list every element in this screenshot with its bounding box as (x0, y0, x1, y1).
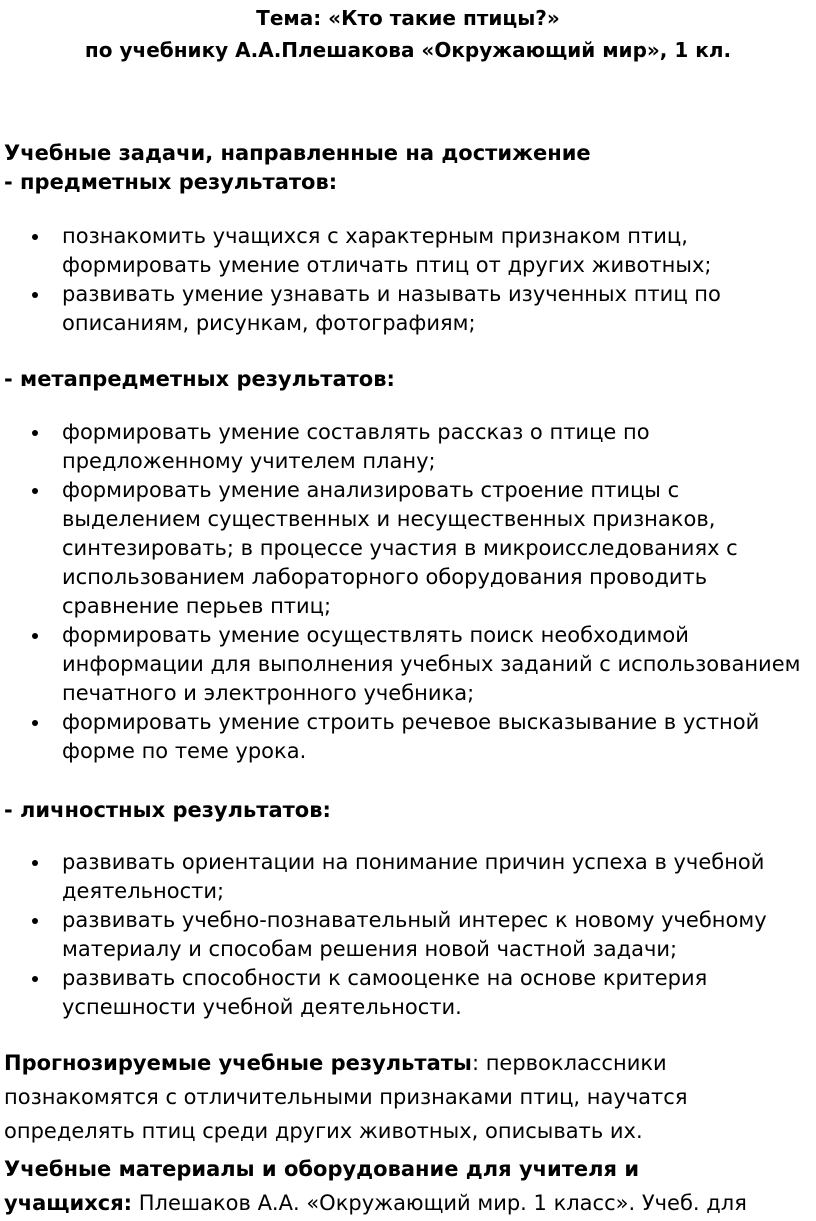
materials-line-1 (4, 1152, 747, 1186)
list-item-line: развивать способности к самооценке на основе критерия (62, 966, 708, 990)
list-item-line: предложенному учителем плану; (62, 449, 436, 473)
outcomes-text-1: : первоклассники (471, 1051, 667, 1075)
list-item-line: развивать учебно-познавательный интерес к новому учебному (62, 908, 767, 932)
list-item-line: синтезировать; в процессе участия в микроисследованиях с (62, 536, 738, 560)
materials-label-2: учащихся: (4, 1191, 133, 1215)
list-item (0, 418, 816, 476)
list-item-line: успешности учебной деятельности. (62, 995, 462, 1019)
materials-label-1: Учебные материалы и оборудование для учителя и (4, 1157, 640, 1181)
list-item (0, 621, 816, 708)
list-item (0, 964, 816, 1022)
personal-results-list (0, 848, 816, 1022)
tasks-heading-line-2: - предметных результатов: (4, 170, 338, 194)
materials-text: Плешаков А.А. «Окружающий мир. 1 класс». Учеб. для (132, 1191, 747, 1215)
list-item-line: печатного и электронного учебника; (62, 681, 475, 705)
list-item-line: формировать умение составлять рассказ о птице по (62, 420, 650, 444)
list-item-line: познакомить учащихся с характерным признаком птиц, (62, 224, 688, 248)
outcomes-line-2: познакомятся с отличительными признаками птиц, научатся (4, 1085, 688, 1109)
list-item (0, 280, 816, 338)
title-line-2: по учебнику А.А.Плешакова «Окружающий мир», 1 кл. (84, 38, 732, 62)
title-line-1: Тема: «Кто такие птицы?» (256, 6, 560, 30)
list-item-line: описаниям, рисункам, фотографиям; (62, 311, 476, 335)
materials-paragraph (4, 1152, 747, 1220)
list-item-line: материалу и способам решения новой частной задачи; (62, 937, 678, 961)
outcomes-line-1 (4, 1046, 687, 1080)
subject-results-list (0, 222, 816, 338)
list-item (0, 476, 816, 621)
tasks-heading-line-1: Учебные задачи, направленные на достижение (4, 141, 591, 165)
outcomes-line-3: определять птиц среди других животных, описывать их. (4, 1119, 643, 1143)
list-item-line: использованием лабораторного оборудования проводить (62, 565, 708, 589)
list-item (0, 906, 816, 964)
meta-results-list (0, 418, 816, 766)
list-item-line: формировать умение отличать птиц от других животных; (62, 253, 712, 277)
list-item-line: формировать умение строить речевое высказывание в устной (62, 710, 760, 734)
meta-results-heading: - метапредметных результатов: (4, 367, 395, 391)
list-item (0, 708, 816, 766)
list-item-line: информации для выполнения учебных заданий с использованием (62, 652, 801, 676)
list-item-line: выделением существенных и несущественных признаков, (62, 507, 716, 531)
list-item-line: развивать умение узнавать и называть изученных птиц по (62, 282, 721, 306)
personal-results-heading: - личностных результатов: (4, 798, 331, 822)
list-item-line: сравнение перьев птиц; (62, 594, 332, 618)
expected-outcomes-paragraph (4, 1046, 687, 1148)
list-item-line: деятельности; (62, 879, 225, 903)
list-item (0, 848, 816, 906)
list-item-line: формировать умение осуществлять поиск необходимой (62, 623, 689, 647)
list-item (0, 222, 816, 280)
list-item-line: форме по теме урока. (62, 739, 307, 763)
list-item-line: развивать ориентации на понимание причин успеха в учебной (62, 850, 765, 874)
outcomes-label: Прогнозируемые учебные результаты (4, 1051, 472, 1075)
list-item-line: формировать умение анализировать строение птицы с (62, 478, 680, 502)
materials-line-2 (4, 1186, 747, 1220)
